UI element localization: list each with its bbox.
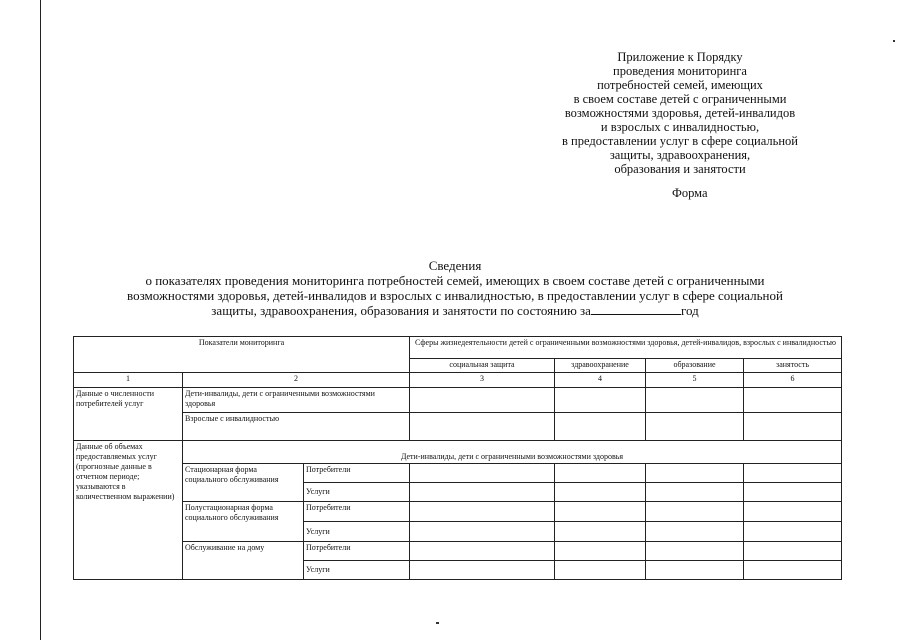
- title-line-3-text: защиты, здравоохранения, образования и занятости по состоянию за: [211, 303, 591, 318]
- title-heading: Сведения: [428, 258, 482, 273]
- data-cell: [410, 413, 555, 441]
- data-cell: [744, 522, 842, 542]
- row-adults-disabled: Взрослые с инвалидностью: [183, 413, 410, 441]
- data-cell: [410, 542, 555, 561]
- data-cell: [744, 561, 842, 580]
- indicators-header: Показатели мониторинга: [74, 337, 410, 373]
- annex-line: проведения мониторинга: [613, 64, 747, 78]
- data-cell: [744, 483, 842, 502]
- services-label: Услуги: [304, 522, 410, 542]
- data-cell: [744, 502, 842, 522]
- sphere-education: образование: [646, 359, 744, 373]
- sphere-employment: занятость: [744, 359, 842, 373]
- col-number-3: 3: [410, 373, 555, 388]
- spheres-header: Сферы жизнедеятельности детей с ограниченными возможностями здоровья, детей-инвалидов, взрослых с инвалидностью: [410, 337, 842, 359]
- year-blank-field: [591, 303, 681, 315]
- col-number-5: 5: [646, 373, 744, 388]
- form-inpatient: Стационарная форма социального обслуживания: [183, 464, 304, 502]
- title-line-2: возможностями здоровья, детей-инвалидов и взрослых с инвалидностью, в предоставлении услуг в сфере социальной: [127, 288, 783, 303]
- consumers-label: Потребители: [304, 464, 410, 483]
- title-line-1: о показателях проведения мониторинга потребностей семей, имеющих в своем составе детей с ограниченными: [145, 273, 765, 288]
- services-label: Услуги: [304, 561, 410, 580]
- data-cell: [410, 522, 555, 542]
- scan-speck: [436, 622, 439, 624]
- data-cell: [555, 483, 646, 502]
- title-line-3: [55, 303, 855, 318]
- data-cell: [555, 388, 646, 413]
- annex-line: в своем составе детей с ограниченными: [573, 92, 787, 106]
- form-semi-inpatient: Полустационарная форма социального обслуживания: [183, 502, 304, 542]
- document-title: [55, 258, 855, 318]
- form-label: Форма: [672, 186, 708, 200]
- data-cell: [744, 542, 842, 561]
- title-line-3-end: год: [680, 303, 699, 318]
- data-cell: [555, 542, 646, 561]
- data-cell: [646, 502, 744, 522]
- col-number-1: 1: [74, 373, 183, 388]
- data-cell: [555, 522, 646, 542]
- data-cell: [646, 388, 744, 413]
- monitoring-table: [73, 336, 842, 580]
- annex-line: Приложение к Порядку: [617, 50, 743, 64]
- data-cell: [646, 464, 744, 483]
- form-home-care: Обслуживание на дому: [183, 542, 304, 580]
- annex-line: потребностей семей, имеющих: [597, 78, 763, 92]
- data-cell: [646, 561, 744, 580]
- annex-line: защиты, здравоохранения,: [609, 148, 751, 162]
- data-cell: [555, 464, 646, 483]
- data-cell: [410, 502, 555, 522]
- annex-header: [530, 50, 830, 176]
- data-cell: [646, 413, 744, 441]
- annex-line: и взрослых с инвалидностью,: [600, 120, 760, 134]
- page-border-line: [40, 0, 41, 640]
- sphere-social: социальная защита: [410, 359, 555, 373]
- data-cell: [410, 388, 555, 413]
- data-cell: [410, 464, 555, 483]
- data-cell: [646, 522, 744, 542]
- data-cell: [555, 502, 646, 522]
- col-number-2: 2: [183, 373, 410, 388]
- data-cell: [744, 464, 842, 483]
- consumers-label: Потребители: [304, 542, 410, 561]
- annex-line: возможностями здоровья, детей-инвалидов: [564, 106, 796, 120]
- services-label: Услуги: [304, 483, 410, 502]
- data-cell: [555, 413, 646, 441]
- data-cell: [744, 413, 842, 441]
- consumers-label: Потребители: [304, 502, 410, 522]
- col-number-6: 6: [744, 373, 842, 388]
- data-cell: [744, 388, 842, 413]
- section-consumers-label: Данные о численности потребителей услуг: [74, 388, 183, 441]
- sphere-health: здравоохранение: [555, 359, 646, 373]
- col-number-4: 4: [555, 373, 646, 388]
- section-services-label: Данные об объемах предоставляемых услуг (прогнозные данные в отчетном периоде; указываются в количественном выражении): [74, 441, 183, 580]
- annex-line: в предоставлении услуг в сфере социальной: [562, 134, 798, 148]
- data-cell: [410, 561, 555, 580]
- data-cell: [646, 542, 744, 561]
- section-services-subheader: Дети-инвалиды, дети с ограниченными возможностями здоровья: [183, 441, 842, 464]
- row-children-disabled: Дети-инвалиды, дети с ограниченными возможностями здоровья: [183, 388, 410, 413]
- scan-speck: [893, 40, 895, 42]
- data-cell: [555, 561, 646, 580]
- annex-line: образования и занятости: [614, 162, 746, 176]
- data-cell: [646, 483, 744, 502]
- data-cell: [410, 483, 555, 502]
